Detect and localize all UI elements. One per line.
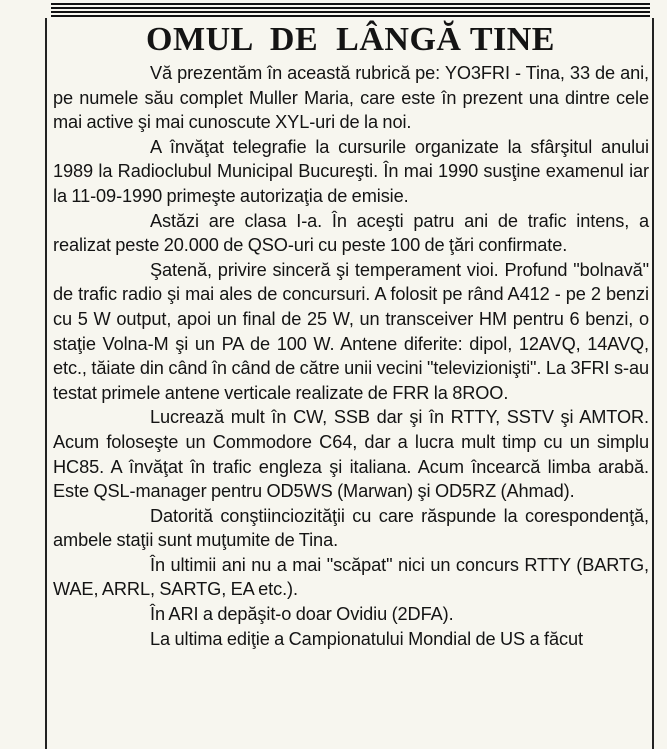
- paragraph-correspondence: Datorită conştiinciozităţii cu care răspunde la corespondenţă, ambele staţii sunt muţumite de Tina.: [53, 505, 649, 551]
- paragraph-championship: La ultima ediţie a Campionatului Mondial de US a făcut: [150, 628, 583, 649]
- paragraph-telegraphy: A învăţat telegrafie la cursurile organizate la sfârşitul anului 1989 la Radioclubul Municipal Bucureşti. În mai 1990 susţine examenul iar la 11-09-1990 primeşte autorizaţia de emisie.: [53, 136, 649, 206]
- paragraph-intro: Vă prezentăm în această rubrică pe: YO3FRI - Tina, 33 de ani, pe numele său complet Muller Maria, care este în prezent una dintre cele mai active şi mai cunoscute XYL-uri de la noi.: [53, 63, 649, 133]
- top-border-rule: [51, 3, 650, 17]
- article-title: OMUL DE LÂNGĂ TINE: [146, 21, 555, 58]
- paragraph-contests: În ultimii ani nu a mai "scăpat" nici un concurs RTTY (BARTG, WAE, ARRL, SARTG, EA etc.).: [53, 554, 649, 600]
- paragraph-equipment: Şatenă, privire sinceră şi temperament vioi. Profund "bolnavă" de trafic radio şi mai ales de concursuri. A folosit pe rând A412 - pe 2 benzi cu 5 W output, apoi un final de 25 W, un transceiver HM pentru 6 benzi, o staţie Volna-M şi un PA de 100 W. Antene diferite: dipol, 12AVQ, 14AVQ, etc., tăiate din când în când de către unii vecini "televizionişti". La 3FRI s-au testat primele antene verticale realizate de FRR la 8ROO.: [53, 259, 649, 403]
- paragraph-ari: În ARI a depăşit-o doar Ovidiu (2DFA).: [150, 604, 454, 625]
- article-body: [53, 61, 649, 651]
- paragraph-class: Astăzi are clasa I-a. În aceşti patru ani de trafic intens, a realizat peste 20.000 de QSO-uri cu peste 100 de ţări confirmate.: [53, 210, 649, 256]
- left-column-rule: [45, 18, 47, 749]
- paragraph-modes: Lucrează mult în CW, SSB dar şi în RTTY, SSTV şi AMTOR. Acum foloseşte un Commodore C64, dar a lucra mult timp cu un simplu HC85. A învăţat în trafic engleza şi italiana. Acum încearcă limba arabă. Este QSL-manager pentru OD5WS (Marwan) şi OD5RZ (Ahmad).: [53, 407, 649, 502]
- right-column-rule: [652, 18, 654, 749]
